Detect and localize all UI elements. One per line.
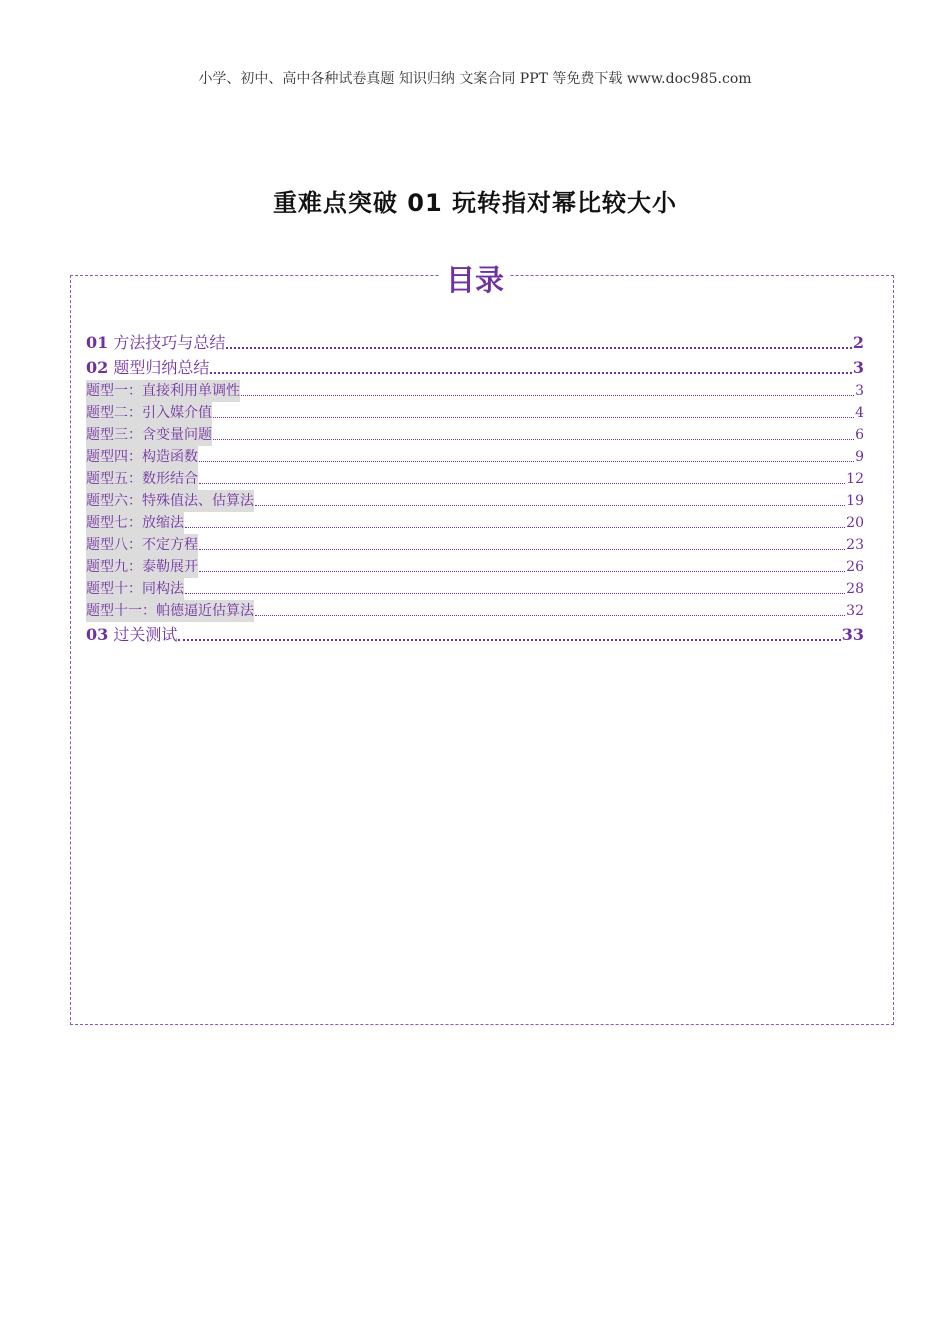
toc-entry-number: 02: [86, 358, 109, 377]
toc-entry-page: 26: [846, 559, 864, 575]
page-header: 小学、初中、高中各种试卷真题 知识归纳 文案合同 PPT 等免费下载 www.doc985.com: [198, 71, 752, 87]
toc-entry-page: 20: [846, 515, 864, 531]
toc-entry-page: 23: [846, 537, 864, 553]
toc-entry[interactable]: [86, 622, 864, 647]
toc-entry-page: 4: [855, 405, 864, 421]
toc-entry-text: 题型六：特殊值法、估算法: [86, 490, 254, 512]
toc-entry[interactable]: [86, 468, 864, 490]
toc-entry-page: 32: [846, 603, 864, 619]
toc-leader-dots: [199, 549, 845, 550]
toc-entry[interactable]: [86, 380, 864, 402]
toc-entry-text: 过关测试: [108, 625, 178, 644]
toc-leader-dots: [226, 347, 852, 349]
toc-entry-page: 3: [852, 358, 864, 377]
toc-entry-page: 33: [841, 625, 864, 644]
toc-leader-dots: [199, 571, 845, 572]
toc-entry-text: 题型三：含变量问题: [86, 424, 212, 446]
toc-leader-dots: [199, 483, 845, 484]
toc-leader-dots: [185, 593, 845, 594]
toc-leader-dots: [213, 439, 854, 440]
toc-entry-number: 01: [86, 333, 109, 352]
toc-entry-text: 题型十一：帕德逼近估算法: [86, 600, 254, 622]
toc-leader-dots: [210, 372, 852, 374]
toc-entry[interactable]: [86, 534, 864, 556]
toc-entry-text: 题型五：数形结合: [86, 468, 198, 490]
toc-entry-text: 题型八：不定方程: [86, 534, 198, 556]
toc-leader-dots: [199, 461, 854, 462]
toc-entry-text: 题型二：引入媒介值: [86, 402, 212, 424]
toc-leader-dots: [185, 527, 845, 528]
toc-heading-text: 目录: [440, 263, 510, 297]
toc-entry[interactable]: [86, 490, 864, 512]
toc-entry[interactable]: [86, 578, 864, 600]
toc-leader-dots: [241, 395, 854, 396]
toc-entry-page: 6: [855, 427, 864, 443]
toc-heading: [0, 258, 950, 299]
toc-entry[interactable]: [86, 556, 864, 578]
toc-entry-label: [86, 330, 225, 355]
toc-entry-label: [86, 622, 177, 647]
toc-leader-dots: [255, 505, 845, 506]
document-title: 重难点突破 01 玩转指对幂比较大小: [272, 189, 678, 217]
toc-entry[interactable]: [86, 330, 864, 355]
toc-entry-page: 2: [852, 333, 864, 352]
toc-leader-dots: [213, 417, 854, 418]
toc-leader-dots: [255, 615, 845, 616]
toc-entry-page: 12: [846, 471, 864, 487]
toc-entry-number: 03: [86, 625, 109, 644]
toc-entry-label: [86, 355, 209, 380]
toc-entry[interactable]: [86, 424, 864, 446]
toc-entry[interactable]: [86, 446, 864, 468]
toc-entry[interactable]: [86, 600, 864, 622]
toc-entry[interactable]: [86, 355, 864, 380]
toc-entry[interactable]: [86, 512, 864, 534]
toc-entry-text: 题型归纳总结: [108, 358, 210, 377]
toc-entry-text: 方法技巧与总结: [108, 333, 226, 352]
toc-entry-text: 题型九：泰勒展开: [86, 556, 198, 578]
toc-entry-text: 题型十：同构法: [86, 578, 184, 600]
toc-leader-dots: [178, 639, 840, 641]
toc-list: [86, 330, 864, 647]
toc-entry-page: 19: [846, 493, 864, 509]
toc-entry-text: 题型四：构造函数: [86, 446, 198, 468]
toc-entry-text: 题型一：直接利用单调性: [86, 380, 240, 402]
toc-entry-page: 9: [855, 449, 864, 465]
toc-entry-text: 题型七：放缩法: [86, 512, 184, 534]
toc-entry-page: 28: [846, 581, 864, 597]
toc-entry-page: 3: [855, 383, 864, 399]
toc-entry[interactable]: [86, 402, 864, 424]
